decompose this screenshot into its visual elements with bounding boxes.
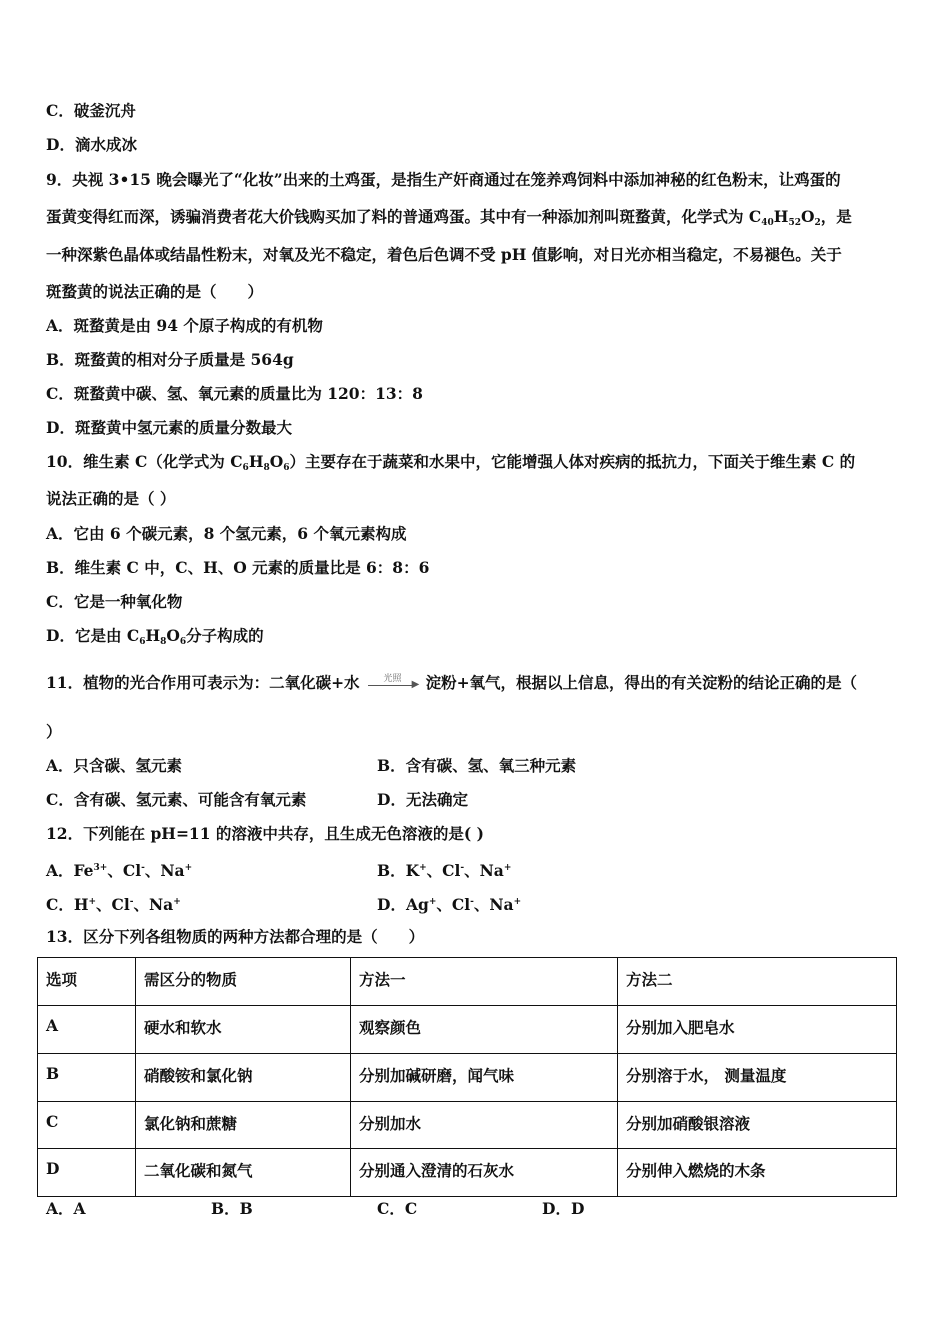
q8-option-c: C．破釜沉舟 bbox=[46, 101, 136, 120]
q9-option-a: A．斑蝥黄是由 94 个原子构成的有机物 bbox=[46, 316, 323, 335]
q11-option-d: D．无法确定 bbox=[377, 790, 468, 809]
q9-option-b: B．斑蝥黄的相对分子质量是 564g bbox=[46, 350, 294, 369]
table-header-row bbox=[38, 958, 897, 1006]
table-cell: 硬水和软水 bbox=[136, 1006, 351, 1054]
q13-option-b: B．B bbox=[211, 1199, 253, 1218]
reaction-arrow-icon: 光照 ▶ bbox=[366, 675, 420, 693]
q9-option-d: D．斑蝥黄中氢元素的质量分数最大 bbox=[46, 418, 292, 437]
q10-stem-line2: 说法正确的是（ ） bbox=[46, 489, 176, 508]
q13-option-d: D．D bbox=[542, 1199, 585, 1218]
q12-option-b: B．K+、Cl-、Na+ bbox=[377, 861, 512, 880]
table-row bbox=[38, 1149, 897, 1197]
q11-option-b: B．含有碳、氢、氧三种元素 bbox=[377, 756, 577, 775]
q13-option-c: C．C bbox=[377, 1199, 418, 1218]
q11-option-c: C．含有碳、氢元素、可能含有氧元素 bbox=[46, 790, 307, 809]
q12-option-c: C．H+、Cl-、Na+ bbox=[46, 895, 181, 914]
table-cell: A bbox=[38, 1006, 136, 1054]
q10-option-d: D．它是由 $C_6H_8O_6$分子构成的 bbox=[46, 626, 264, 647]
table-cell: 硝酸铵和氯化钠 bbox=[136, 1054, 351, 1102]
table-header-cell: 方法一 bbox=[351, 958, 618, 1006]
table-cell: 分别加入肥皂水 bbox=[618, 1006, 897, 1054]
table-cell: 分别伸入燃烧的木条 bbox=[618, 1149, 897, 1197]
table-cell: 氯化钠和蔗糖 bbox=[136, 1102, 351, 1149]
q11-option-a: A．只含碳、氢元素 bbox=[46, 756, 183, 775]
table-cell: 观察颜色 bbox=[351, 1006, 618, 1054]
q9-stem-line2: 蛋黄变得红而深，诱骗消费者花大价钱购买加了料的普通鸡蛋。其中有一种添加剂叫斑蝥黄，化学式为 $C_{40}H_{52}O_2$，是 bbox=[46, 207, 852, 228]
q9-stem-line4: 斑蝥黄的说法正确的是（ ） bbox=[46, 282, 264, 301]
table-cell: C bbox=[38, 1102, 136, 1149]
table-cell: 分别通入澄清的石灰水 bbox=[351, 1149, 618, 1197]
table-header-cell: 需区分的物质 bbox=[136, 958, 351, 1006]
q9-stem-line3: 一种深紫色晶体或结晶性粉末，对氧及光不稳定，着色后色调不受 pH 值影响，对日光亦相当稳定，不易褪色。关于 bbox=[46, 245, 842, 264]
table-cell: B bbox=[38, 1054, 136, 1102]
table-cell: 分别加碱研磨，闻气味 bbox=[351, 1054, 618, 1102]
table-cell: 分别溶于水， 测量温度 bbox=[618, 1054, 897, 1102]
q10-option-b: B．维生素 C 中，C、H、O 元素的质量比是 6：8：6 bbox=[46, 558, 430, 577]
q9-stem-line1: 9．央视 3•15 晚会曝光了“化妆”出来的土鸡蛋，是指生产奸商通过在笼养鸡饲料中添加神秘的红色粉末，让鸡蛋的 bbox=[46, 170, 841, 189]
q12-option-d: D．Ag+、Cl-、Na+ bbox=[377, 895, 522, 914]
q13-option-a: A．A bbox=[46, 1199, 86, 1218]
table-header-cell: 方法二 bbox=[618, 958, 897, 1006]
q12-option-a: A．$Fe^{3+}$、Cl-、Na+ bbox=[46, 861, 193, 880]
q11-stem-line1: 11．植物的光合作用可表示为：二氧化碳+水 光照 ▶ 淀粉+氧气，根据以上信息，得出的有关淀粉的结论正确的是（ bbox=[46, 673, 858, 692]
table-row bbox=[38, 1102, 897, 1149]
q13-stem: 13．区分下列各组物质的两种方法都合理的是（ ） bbox=[46, 927, 425, 946]
q10-option-c: C．它是一种氧化物 bbox=[46, 592, 183, 611]
q12-stem: 12．下列能在 pH=11 的溶液中共存，且生成无色溶液的是( ) bbox=[46, 824, 484, 843]
table-cell: 分别加水 bbox=[351, 1102, 618, 1149]
q8-option-d: D．滴水成冰 bbox=[46, 135, 137, 154]
q9-option-c: C．斑蝥黄中碳、氢、氧元素的质量比为 120：13：8 bbox=[46, 384, 423, 403]
q10-stem-line1: 10．维生素 C（化学式为 $C_6H_8O_6$）主要存在于蔬菜和水果中，它能增强人体对疾病的抵抗力，下面关于维生素 C 的 bbox=[46, 452, 856, 473]
table-header-cell: 选项 bbox=[38, 958, 136, 1006]
q10-option-a: A．它由 6 个碳元素，8 个氢元素，6 个氧元素构成 bbox=[46, 524, 407, 543]
table-cell: 分别加硝酸银溶液 bbox=[618, 1102, 897, 1149]
table-cell: 二氧化碳和氮气 bbox=[136, 1149, 351, 1197]
table-row bbox=[38, 1054, 897, 1102]
table-cell: D bbox=[38, 1149, 136, 1197]
table-row bbox=[38, 1006, 897, 1054]
q13-table bbox=[37, 957, 897, 1197]
q11-stem-line2: ） bbox=[46, 722, 62, 741]
